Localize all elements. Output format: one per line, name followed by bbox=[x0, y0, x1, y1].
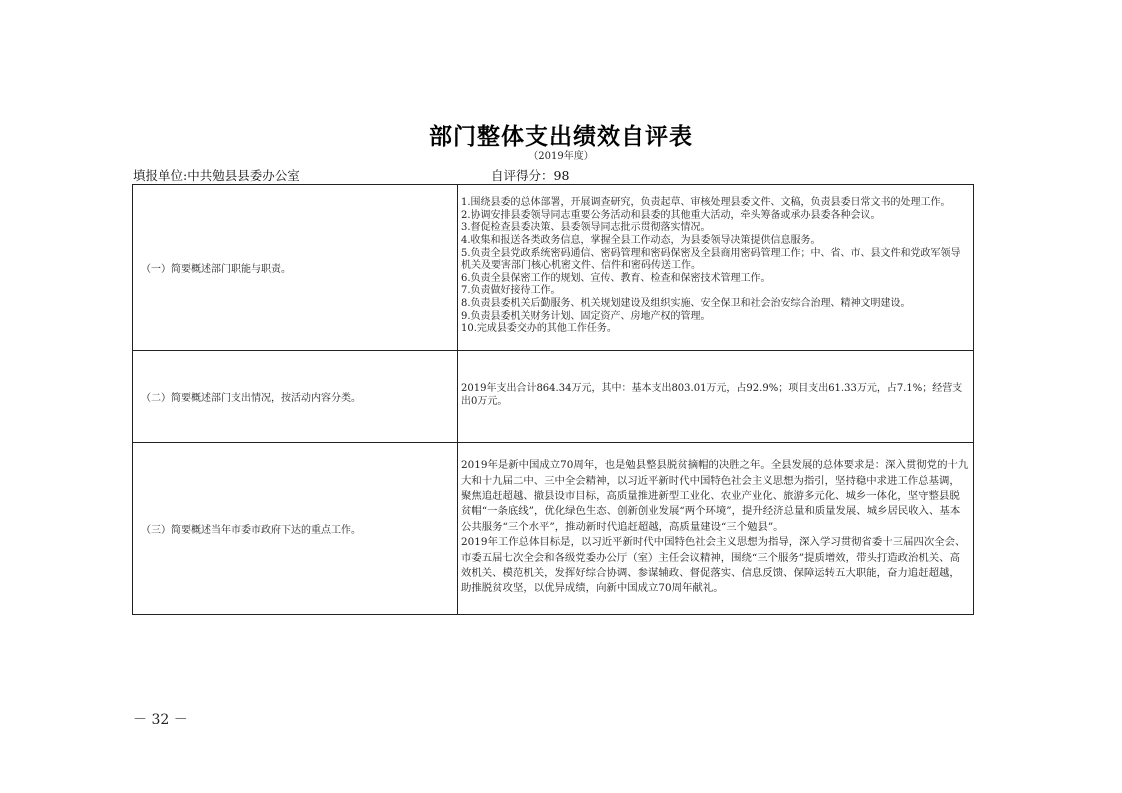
key-work-paragraph: 2019年是新中国成立70周年，也是勉县整县脱贫摘帽的决胜之年。全县发展的总体要求是：深入贯彻党的十九大和十九届二中、三中全会精神，以习近平新时代中国特色社会主义思想为指引，坚持稳中求进工作总基调，聚焦追赶超越、撤县设市目标，高质量推进新型工业化、农业产业化、旅游多元化、城乡一体化，坚守整县脱贫帽“一条底线”，优化绿色生态、创新创业发展“两个环境”，提升经济总量和质量发展、城乡居民收入、基本公共服务“三个水平”，推动新时代追赶超越，高质量建设“三个勉县”。 bbox=[461, 459, 969, 533]
row-label: （三）简要概述当年市委市政府下达的重点工作。 bbox=[133, 443, 458, 615]
self-score: 自评得分：98 bbox=[491, 168, 570, 183]
row-label: （二）简要概述部门支出情况，按活动内容分类。 bbox=[133, 351, 458, 443]
duties-cell bbox=[458, 185, 974, 351]
table-row bbox=[133, 351, 974, 443]
page-title: 部门整体支出绩效自评表 bbox=[429, 124, 693, 150]
duty-item: 3.督促检查县委决策、县委领导同志批示贯彻落实情况。 bbox=[461, 222, 711, 234]
page-number: － 32 － bbox=[133, 712, 188, 728]
duty-item: 6.负责全县保密工作的规划、宣传、教育、检查和保密技术管理工作。 bbox=[461, 272, 771, 284]
duty-item: 8.负责县委机关后勤服务、机关规划建设及组织实施、安全保卫和社会治安综合治理、精神文明建设。 bbox=[461, 297, 911, 309]
table-row bbox=[133, 185, 974, 351]
table-row bbox=[133, 443, 974, 615]
duty-item: 2.协调安排县委领导同志重要公务活动和县委的其他重大活动，牵头筹备或承办县委各种会议。 bbox=[461, 209, 881, 221]
expenditure-cell: 2019年支出合计864.34万元，其中：基本支出803.01万元，占92.9%；项目支出61.33万元，占7.1%；经营支出0万元。 bbox=[458, 351, 974, 443]
reporting-unit: 填报单位:中共勉县县委办公室 bbox=[133, 168, 300, 183]
key-work-paragraph: 2019年工作总体目标是，以习近平新时代中国特色社会主义思想为指导，深入学习贯彻省委十三届四次全会、市委五届七次全会和各级党委办公厅（室）主任会议精神，围绕“三个服务”提质增效，带头打造政治机关、高效机关、模范机关，发挥好综合协调、参谋辅政、督促落实、信息反馈、保障运转五大职能，奋力追赶超越，助推脱贫攻坚，以优异成绩，向新中国成立70周年献礼。 bbox=[461, 536, 966, 595]
row-label: （一）简要概述部门职能与职责。 bbox=[133, 185, 458, 351]
duty-item: 1.围绕县委的总体部署，开展调查研究，负责起草、审核处理县委文件、文稿，负责县委日常文书的处理工作。 bbox=[461, 197, 951, 209]
report-year: （2019年度） bbox=[528, 151, 594, 162]
key-work-cell bbox=[458, 443, 974, 615]
duty-item: 7.负责做好接待工作。 bbox=[461, 285, 561, 297]
evaluation-table bbox=[132, 184, 974, 615]
duty-item: 10.完成县委交办的其他工作任务。 bbox=[461, 323, 617, 335]
duty-item: 9.负责县委机关财务计划、固定资产、房地产权的管理。 bbox=[461, 310, 711, 322]
duty-item: 5.负责全县党政系统密码通信、密码管理和密码保密及全县商用密码管理工作；中、省、市、县文件和党政军领导机关及要害部门核心机密文件、信件和密码传送工作。 bbox=[461, 247, 961, 272]
duty-item: 4.收集和报送各类政务信息，掌握全县工作动态，为县委领导决策提供信息服务。 bbox=[461, 235, 821, 247]
